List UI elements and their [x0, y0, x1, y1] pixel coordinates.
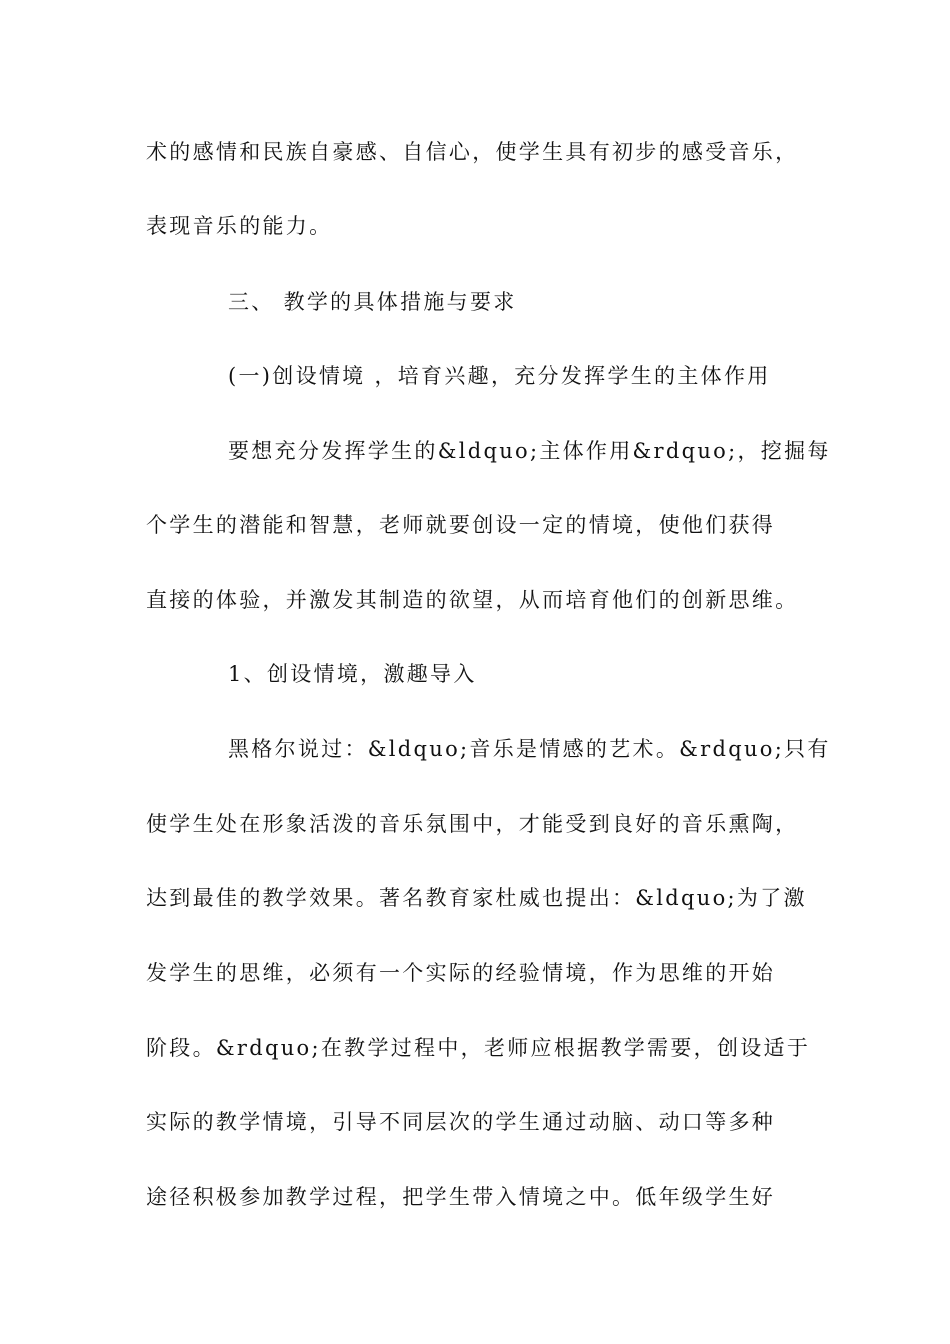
paragraph-line: 阶段。&rdquo;在教学过程中，老师应根据教学需要，创设适于: [146, 1036, 811, 1060]
paragraph-line: 达到最佳的教学效果。著名教育家杜威也提出：&ldquo;为了激: [146, 886, 807, 910]
item-heading: 1、创设情境，激趣导入: [228, 662, 477, 686]
paragraph-line: 个学生的潜能和智慧，老师就要创设一定的情境，使他们获得: [146, 513, 776, 537]
paragraph-line: 途径积极参加教学过程，把学生带入情境之中。低年级学生好: [146, 1185, 776, 1209]
section-heading: 三、 教学的具体措施与要求: [228, 290, 517, 314]
paragraph-line: 要想充分发挥学生的&ldquo;主体作用&rdquo;，挖掘每: [228, 439, 831, 463]
paragraph-line: 黑格尔说过：&ldquo;音乐是情感的艺术。&rdquo;只有: [228, 737, 831, 761]
paragraph-line: 实际的教学情境，引导不同层次的学生通过动脑、动口等多种: [146, 1110, 776, 1134]
paragraph-line: 使学生处在形象活泼的音乐氛围中，才能受到良好的音乐熏陶，: [146, 812, 799, 836]
paragraph-line: 表现音乐的能力。: [146, 214, 333, 238]
paragraph-line: 直接的体验，并激发其制造的欲望，从而培育他们的创新思维。: [146, 588, 799, 612]
paragraph-line: 术的感情和民族自豪感、自信心，使学生具有初步的感受音乐，: [146, 140, 799, 164]
paragraph-line: 发学生的思维，必须有一个实际的经验情境，作为思维的开始: [146, 961, 776, 985]
subsection-heading: (一)创设情境 ，培育兴趣，充分发挥学生的主体作用: [228, 364, 771, 388]
